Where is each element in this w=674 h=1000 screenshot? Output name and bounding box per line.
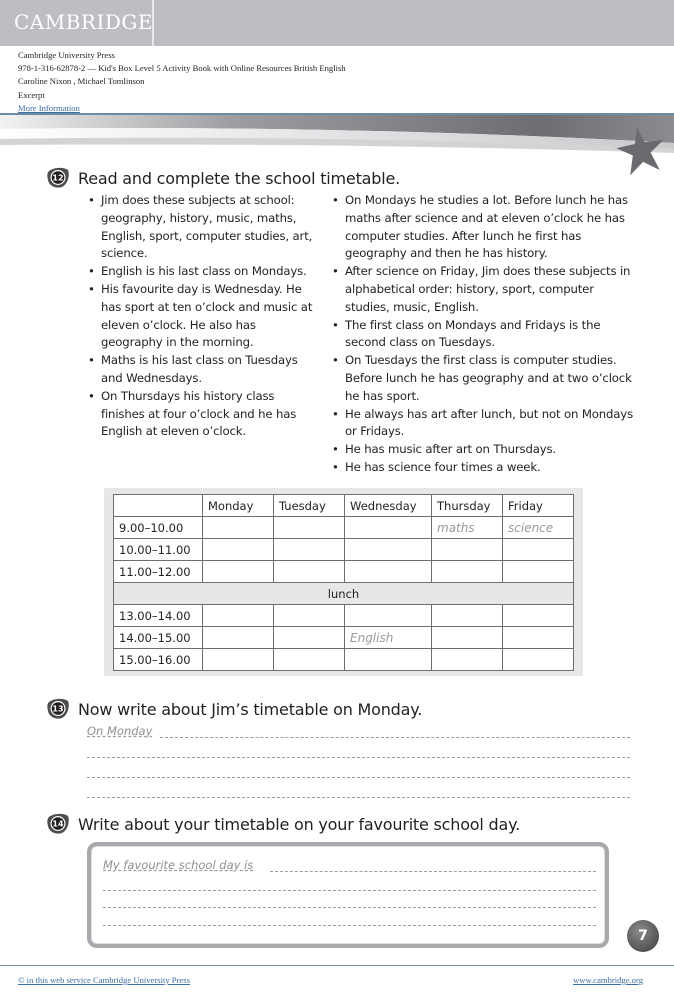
answer-cell[interactable] [274, 627, 345, 649]
answer-cell[interactable] [345, 605, 432, 627]
more-information-link[interactable]: More Information [18, 102, 80, 113]
writing-line[interactable] [103, 890, 596, 891]
answer-cell[interactable] [203, 561, 274, 583]
clue-item: • His favourite day is Wednesday. He has sport at ten o’clock and music at eleven o’clock. He also has geography in the morning. [86, 281, 318, 352]
writing-line[interactable] [160, 737, 630, 738]
table-row [114, 605, 574, 627]
copyright-link[interactable]: © in this web service Cambridge University Press [18, 975, 190, 985]
lunch-row [114, 583, 574, 605]
writing-line[interactable] [103, 907, 596, 908]
answer-cell[interactable] [203, 627, 274, 649]
exercise-number-badge-icon [46, 698, 70, 720]
answer-cell[interactable] [503, 627, 574, 649]
answer-cell[interactable]: English [345, 627, 432, 649]
answer-cell[interactable] [432, 649, 503, 671]
clues-left-column [86, 192, 318, 441]
answer-cell[interactable] [345, 649, 432, 671]
exercise-12-heading [46, 167, 400, 189]
answer-cell[interactable] [503, 561, 574, 583]
writing-prompt-on-monday: On Monday [87, 724, 153, 738]
timetable-header-row [114, 495, 574, 517]
writing-line[interactable] [270, 871, 596, 872]
cambridge-website-link[interactable]: www.cambridge.org [573, 975, 643, 985]
answer-cell[interactable]: maths [432, 517, 503, 539]
school-timetable [113, 494, 574, 671]
swoosh-banner-decoration [0, 115, 674, 175]
answer-cell[interactable] [203, 605, 274, 627]
lunch-cell: lunch [114, 583, 574, 605]
writing-prompt-favourite-day: My favourite school day is [103, 858, 254, 872]
time-cell: 14.00–15.00 [114, 627, 203, 649]
answer-cell[interactable] [432, 605, 503, 627]
clue-item: • He has science four times a week. [330, 459, 640, 477]
header-cell-wednesday: Wednesday [345, 495, 432, 517]
answer-cell[interactable] [274, 561, 345, 583]
exercise-14-heading [46, 813, 520, 835]
time-cell: 9.00–10.00 [114, 517, 203, 539]
svg-text:14: 14 [52, 819, 64, 829]
exercise-13-heading [46, 698, 422, 720]
clue-item: • On Thursdays his history class finishes at four o’clock and he has English at eleven o’clock. [86, 388, 318, 441]
header-cell-thursday: Thursday [432, 495, 503, 517]
answer-cell[interactable] [345, 561, 432, 583]
writing-line[interactable] [87, 797, 630, 798]
answer-cell[interactable] [274, 517, 345, 539]
writing-line[interactable] [87, 757, 630, 758]
exercise-13-title: Now write about Jim’s timetable on Monday. [78, 699, 423, 719]
clue-item: • On Tuesdays the first class is computer studies. Before lunch he has geography and at two o’clock he has sport. [330, 352, 640, 405]
clue-item: • After science on Friday, Jim does these subjects in alphabetical order: history, sport, computer studies, music, English. [330, 263, 640, 316]
svg-text:12: 12 [52, 173, 64, 183]
answer-cell[interactable] [274, 649, 345, 671]
answer-cell[interactable] [203, 539, 274, 561]
clue-item: • He always has art after lunch, but not on Mondays or Fridays. [330, 406, 640, 442]
clue-item: • On Mondays he studies a lot. Before lunch he has maths after science and at eleven o’clock he has computer studies. After lunch he first has geography and then he has history. [330, 192, 640, 263]
header-cell [114, 495, 203, 517]
publisher: Cambridge University Press [18, 50, 115, 60]
exercise-number-badge-icon [46, 813, 70, 835]
table-row [114, 561, 574, 583]
clue-item: • English is his last class on Mondays. [86, 263, 318, 281]
answer-cell[interactable] [503, 649, 574, 671]
isbn-title: 978-1-316-62878-2 — Kid's Box Level 5 Activity Book with Online Resources British English [18, 63, 346, 74]
time-cell: 13.00–14.00 [114, 605, 203, 627]
authors: Caroline Nixon , Michael Tomlinson [18, 76, 145, 87]
writing-line[interactable] [87, 777, 630, 778]
answer-cell[interactable] [345, 539, 432, 561]
table-row [114, 539, 574, 561]
header-cell-friday: Friday [503, 495, 574, 517]
answer-cell[interactable] [203, 649, 274, 671]
exercise-12-title: Read and complete the school timetable. [78, 168, 400, 188]
writing-line[interactable] [103, 925, 596, 926]
clue-item: • The first class on Mondays and Fridays is the second class on Tuesdays. [330, 317, 640, 353]
answer-cell[interactable] [432, 561, 503, 583]
time-cell: 11.00–12.00 [114, 561, 203, 583]
answer-cell[interactable] [503, 539, 574, 561]
page-number-badge: 7 [627, 920, 659, 952]
answer-cell[interactable] [432, 539, 503, 561]
answer-cell[interactable] [503, 605, 574, 627]
header-cell-monday: Monday [203, 495, 274, 517]
exercise-14-title: Write about your timetable on your favourite school day. [78, 814, 520, 834]
header-cell-tuesday: Tuesday [274, 495, 345, 517]
answer-cell[interactable] [274, 605, 345, 627]
footer-rule [0, 965, 674, 966]
clue-item: • He has music after art on Thursdays. [330, 441, 640, 459]
svg-text:13: 13 [52, 704, 64, 714]
clue-item: • Jim does these subjects at school: geography, history, music, maths, English, sport, computer studies, art, science. [86, 192, 318, 263]
answer-cell[interactable]: science [503, 517, 574, 539]
time-cell: 10.00–11.00 [114, 539, 203, 561]
book-metadata [18, 49, 346, 115]
table-row [114, 649, 574, 671]
table-row [114, 517, 574, 539]
answer-cell[interactable] [432, 627, 503, 649]
star-icon [615, 125, 667, 175]
excerpt-label: Excerpt [18, 89, 45, 100]
answer-cell[interactable] [203, 517, 274, 539]
clues-right-column [330, 192, 640, 477]
cambridge-logo: CAMBRIDGE [14, 10, 153, 34]
answer-cell[interactable] [274, 539, 345, 561]
time-cell: 15.00–16.00 [114, 649, 203, 671]
table-row [114, 627, 574, 649]
exercise-number-badge-icon [46, 167, 70, 189]
clue-item: • Maths is his last class on Tuesdays and Wednesdays. [86, 352, 318, 388]
answer-cell[interactable] [345, 517, 432, 539]
